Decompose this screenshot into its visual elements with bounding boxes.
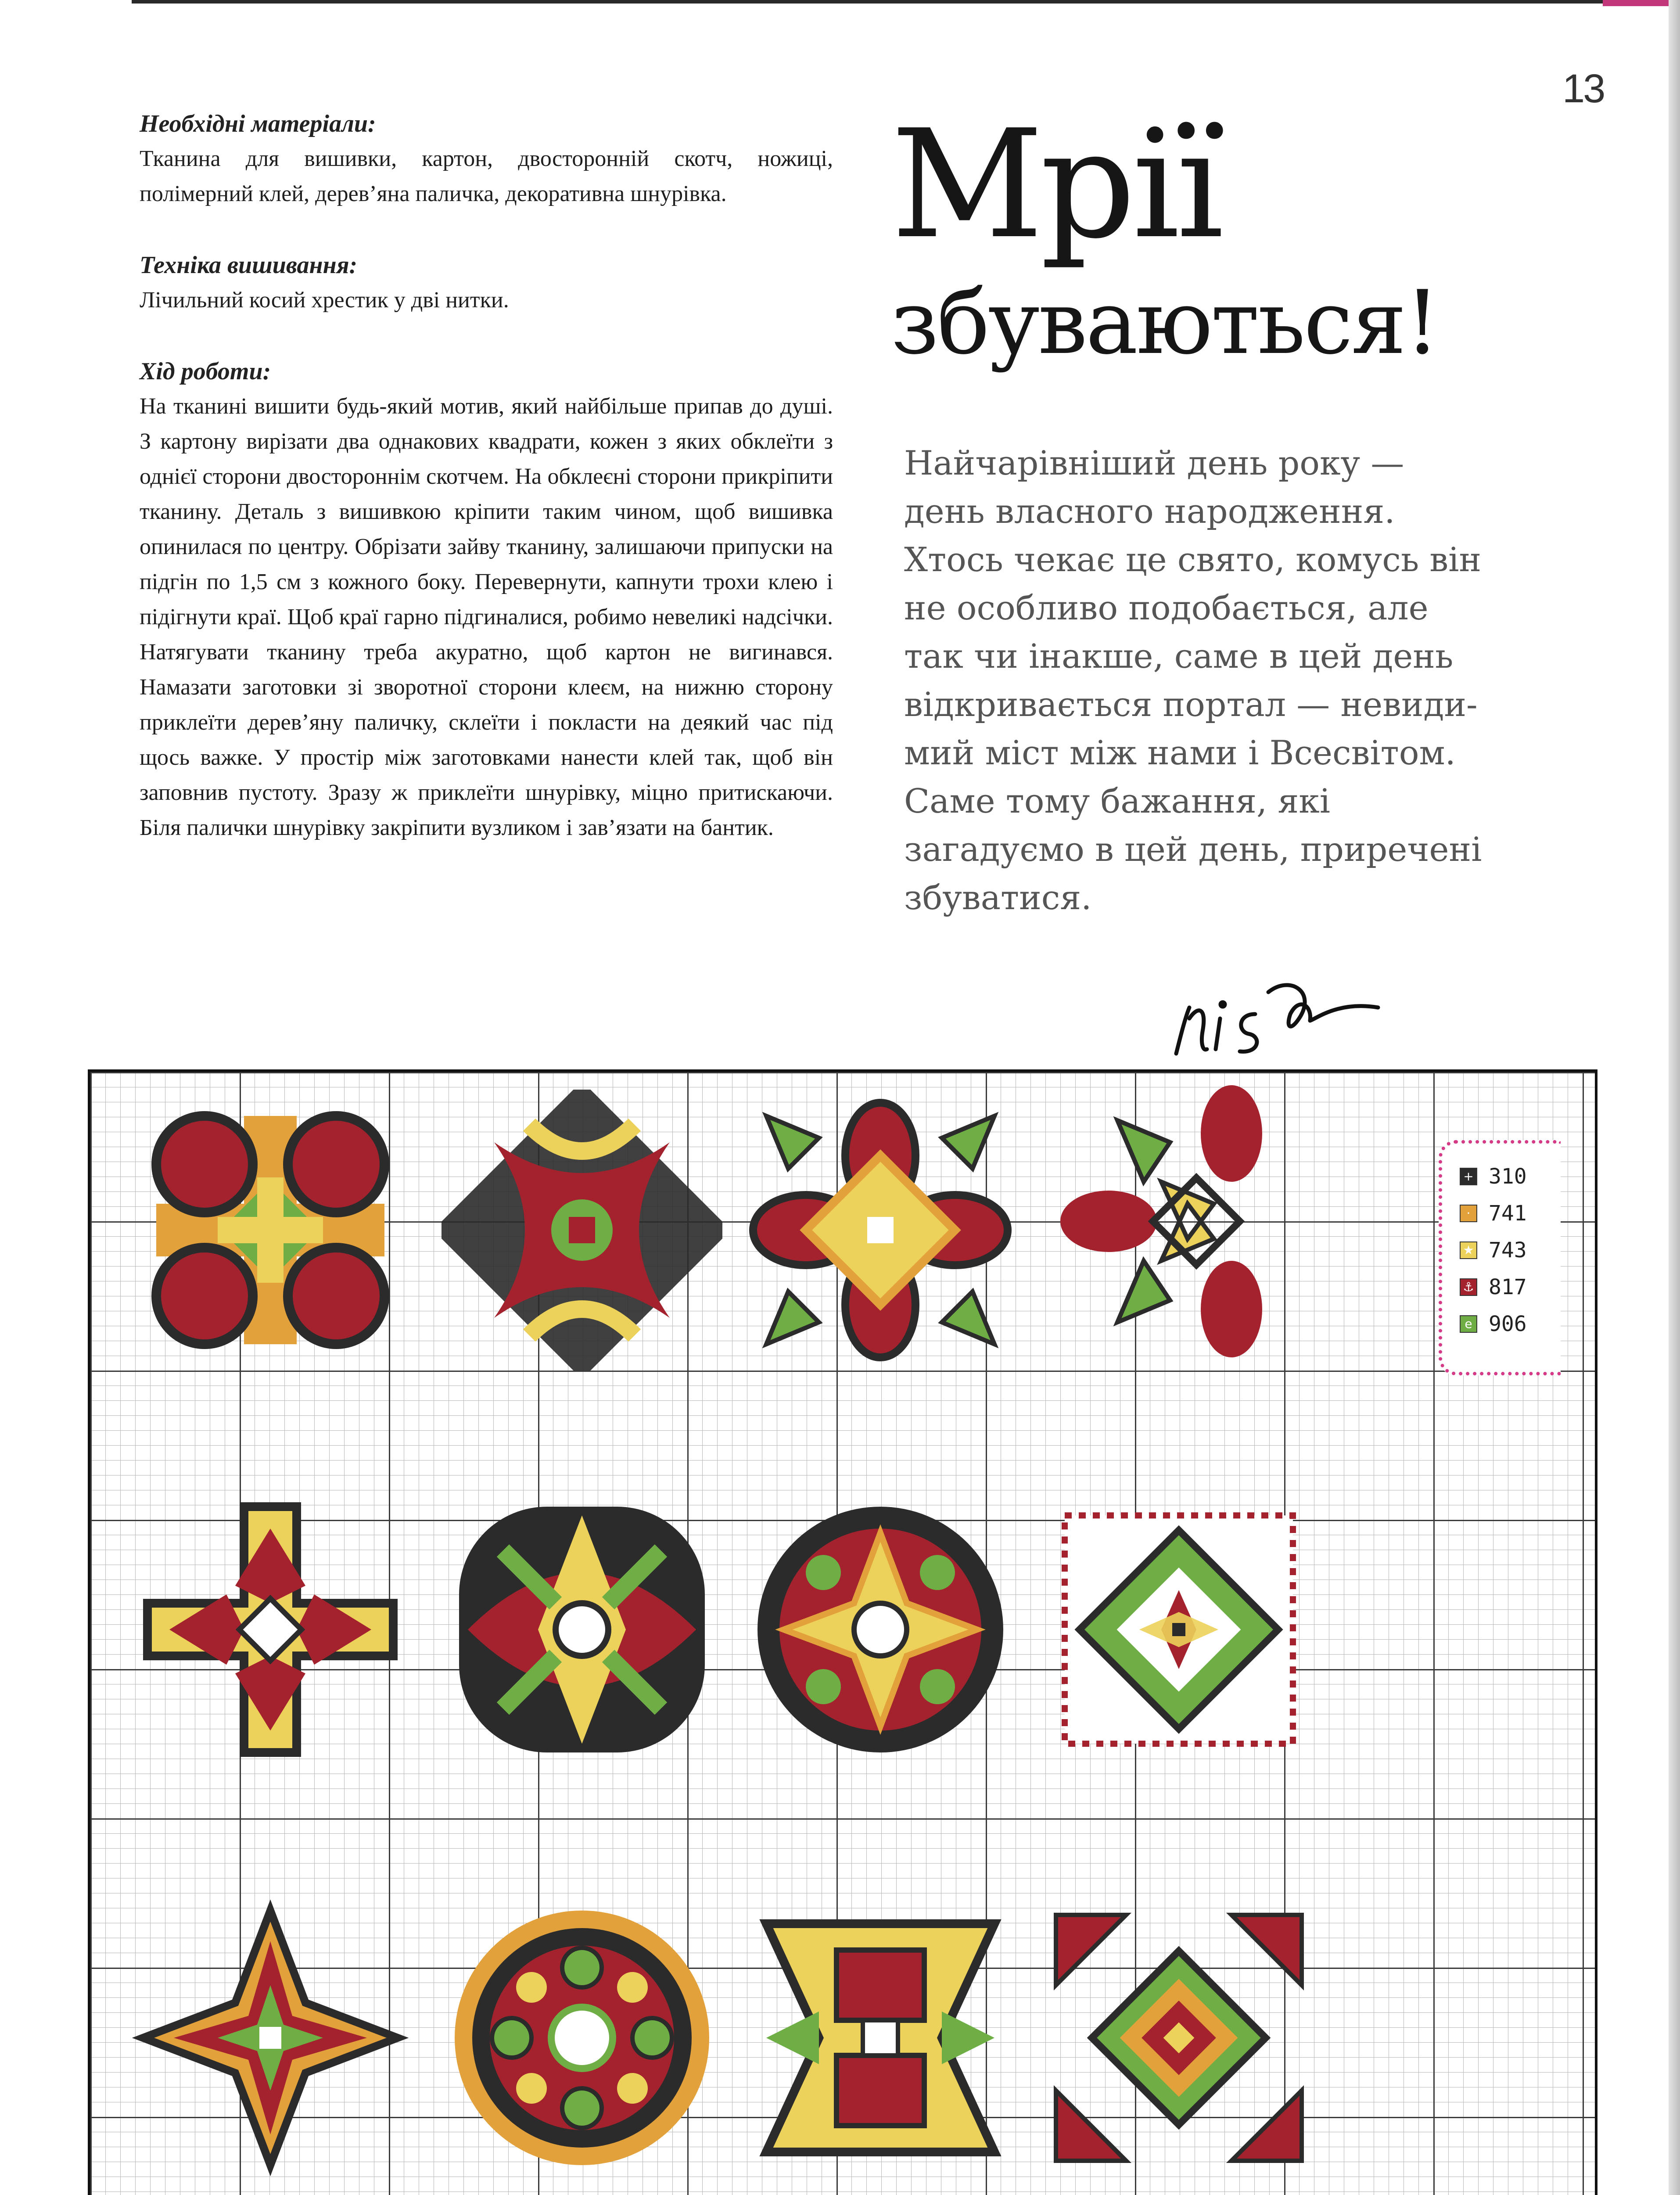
headline-line-2: збуваються! [891, 272, 1439, 374]
intro-line: мий міст між нами і Всесвітом. [904, 733, 1456, 772]
cross-stitch-chart [88, 1069, 1597, 2195]
key-swatch: · [1460, 1205, 1477, 1222]
headline-line-1: Мрії [891, 98, 1221, 272]
intro-line: Саме тому бажання, які [904, 781, 1331, 820]
intro-line: загадуємо в цей день, приречені [904, 830, 1482, 869]
key-row [1460, 1309, 1527, 1339]
technique-title: Техніка вишивання: [140, 252, 358, 279]
materials-title: Необхідні матеріали: [140, 110, 376, 137]
key-swatch: ★ [1460, 1241, 1477, 1259]
intro-line: не особливо подобається, але [904, 588, 1429, 627]
intro-line: збуватися. [904, 878, 1092, 917]
author-signature [1159, 966, 1396, 1067]
motif-9 [130, 1897, 411, 2178]
motif-3 [740, 1090, 1021, 1371]
key-code: 906 [1489, 1312, 1527, 1336]
materials-text: Тканина для вишивки, картон, двосторонній скотч, ножиці, полімерний клей, дерев’яна паличка, декоративна шнурівка. [140, 146, 833, 206]
key-row [1460, 1235, 1527, 1266]
motif-2 [442, 1090, 722, 1371]
key-code: 310 [1489, 1164, 1527, 1189]
technique-text: Лічильний косий хрестик у дві нитки. [140, 288, 509, 313]
intro-line: день власного народження. [904, 492, 1395, 531]
motif-10 [442, 1897, 722, 2178]
procedure-text: На тканині вишити будь-який мотив, який найбільше припав до душі. З картону вирізати два однакових квадрати, кожен з яких обклеїти з однієї сторони двостороннім скотчем. На обклеєні сторони прикріпити тканину. Деталь з вишивкою кріпити таким чином, щоб вишивка опинилася по центру. Обрізати зайву тканину, залишаючи припуски на підгін по 1,5 см з кожного боку. Перевернути, капнути трохи клею і підігнути краї. Щоб краї гарно підгиналися, робимо невеликі надсічки. Натягувати тканину треба акуратно, щоб картон не вигинався. Намазати заготовки зі зворотної сторони клеєм, на нижню сторону приклеїти дерев’яну паличку, склеїти і покласти на деякий час під щось важке. У простір між заготовками нанести клей так, щоб він заповнив пустоту. Зразу ж приклеїти шнурівку, міцно притискаючи. Біля палички шнурівку закріпити вузликом і зав’язати на бантик. [140, 394, 833, 840]
key-row [1460, 1272, 1527, 1303]
key-code: 817 [1489, 1275, 1527, 1299]
page-number: 13 [1562, 66, 1604, 111]
motif-6 [442, 1489, 722, 1770]
key-code: 741 [1489, 1201, 1527, 1226]
intro-line: відкривається портал — невиди- [904, 685, 1478, 724]
motif-4 [1056, 1081, 1337, 1362]
intro-line: Хтось чекає це свято, комусь він [904, 540, 1482, 579]
motif-12 [1038, 1897, 1319, 2178]
color-key [1439, 1140, 1561, 1375]
top-accent [1603, 0, 1669, 6]
key-row [1460, 1161, 1527, 1192]
intro-line: Найчарівніший день року — [904, 443, 1404, 482]
intro-text [904, 439, 1545, 922]
key-row [1460, 1198, 1527, 1229]
key-swatch: + [1460, 1168, 1477, 1185]
motif-5 [130, 1489, 411, 1770]
instructions-column [140, 108, 833, 846]
intro-line: так чи інакше, саме в цей день [904, 637, 1454, 676]
motif-7 [740, 1489, 1021, 1770]
headline [891, 97, 1593, 378]
page-edge-shadow [1669, 0, 1680, 2195]
key-swatch: ⚓ [1460, 1278, 1477, 1296]
motif-11 [740, 1897, 1021, 2178]
key-swatch: e [1460, 1315, 1477, 1333]
top-rule [132, 0, 1668, 4]
procedure-title: Хід роботи: [140, 358, 271, 385]
motif-1 [130, 1090, 411, 1371]
motif-8 [1038, 1489, 1319, 1770]
key-code: 743 [1489, 1238, 1527, 1263]
